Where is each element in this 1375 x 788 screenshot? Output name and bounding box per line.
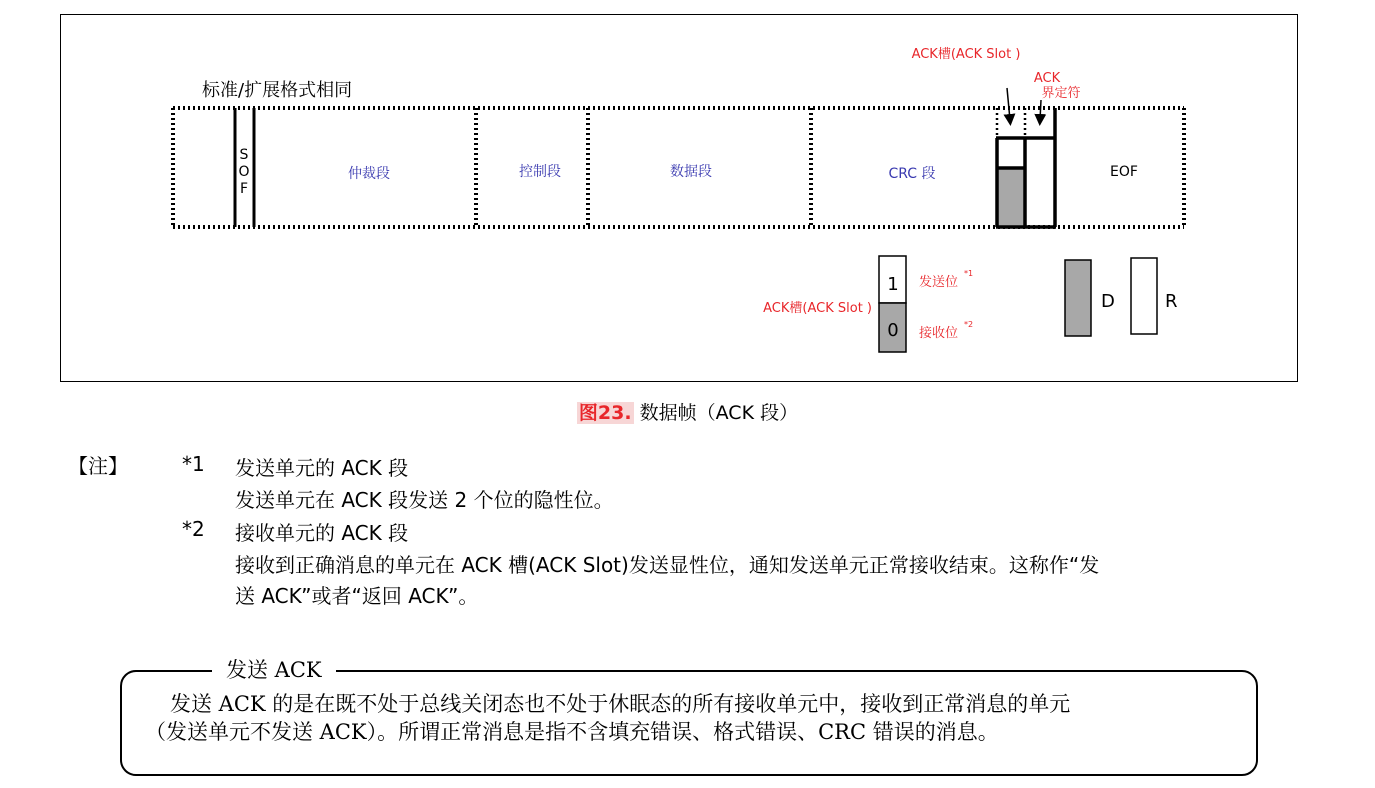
sof-f: F	[239, 181, 249, 197]
ack-slot-arrow	[1007, 88, 1010, 120]
legend-dominant-box	[1065, 260, 1091, 336]
note-1-num: *1	[182, 452, 205, 476]
sof-o: O	[238, 164, 250, 180]
legend-send-bit: 发送位	[919, 275, 959, 290]
field-data: 数据段	[670, 164, 712, 180]
note-2-title: 接收单元的 ACK 段	[235, 521, 409, 545]
note-2-num: *2	[182, 517, 205, 541]
field-eof: EOF	[1110, 164, 1138, 180]
frame-diagram	[0, 0, 1375, 390]
field-crc: CRC 段	[888, 166, 936, 182]
figure-caption	[0, 398, 1375, 425]
legend-recv-bit: 接收位	[919, 326, 959, 341]
note-1-body-1: 发送单元在 ACK 段发送 2 个位的隐性位。	[235, 488, 614, 512]
note-mark: 【注】	[68, 454, 128, 478]
ack-delimiter-label-2: 界定符	[1041, 86, 1081, 101]
figure-number: 图23.	[578, 402, 632, 424]
ack-slot-top-label: ACK槽(ACK Slot )	[911, 47, 1021, 62]
note-2-body-1: 接收到正确消息的单元在 ACK 槽(ACK Slot)发送显性位，通知发送单元正常接收结束。这称作“发	[235, 553, 1100, 577]
note-2-body-2: 送 ACK”或者“返回 ACK”。	[235, 584, 479, 608]
ack-delimiter-arrow	[1040, 100, 1041, 120]
legend-ack-slot-label: ACK槽(ACK Slot )	[763, 301, 872, 316]
legend-bit-one: 1	[887, 274, 899, 295]
legend-recessive: R	[1165, 291, 1178, 312]
figure-title: 数据帧（ACK 段）	[639, 402, 799, 424]
note-1-title: 发送单元的 ACK 段	[235, 456, 409, 480]
send-ack-box-line-1: 发送 ACK 的是在既不处于总线关闭态也不处于休眠态的所有接收单元中，接收到正常消息的单元	[170, 692, 1071, 716]
field-arbitration: 仲裁段	[348, 166, 390, 182]
legend-bit-zero: 0	[887, 320, 899, 341]
sof-s: S	[239, 147, 249, 163]
send-ack-box-line-2: （发送单元不发送 ACK）。所谓正常消息是指不含填充错误、格式错误、CRC 错误的消息。	[145, 720, 999, 744]
field-control: 控制段	[519, 164, 561, 180]
legend-send-sup: *1	[964, 269, 974, 278]
send-ack-box-title: 发送 ACK	[212, 654, 336, 684]
legend-recessive-box	[1131, 258, 1157, 334]
ack-delimiter-label-1: ACK	[1033, 71, 1061, 86]
ack-field	[996, 108, 1056, 227]
frame-heading: 标准/扩展格式相同	[202, 80, 353, 101]
legend-dominant: D	[1101, 291, 1115, 312]
legend-recv-sup: *2	[964, 320, 974, 329]
